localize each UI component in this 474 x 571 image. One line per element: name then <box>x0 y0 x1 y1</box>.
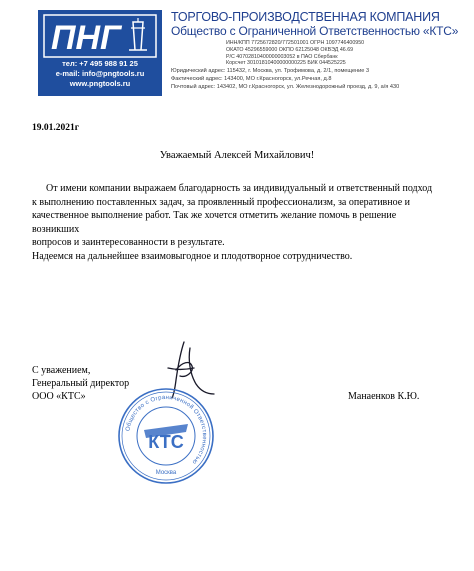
letter-body <box>32 182 442 264</box>
reg-line: ОКАТО 45296559000 ОКПО 62125048 ОКВЭД 46.69 <box>226 46 354 53</box>
body-line: От имени компании выражаем благодарность за индивидуальный и ответственный подход <box>46 183 433 194</box>
stamp-city: Москва <box>155 470 177 476</box>
address-line: Почтовый адрес: 143402, МО г.Красногорск, ул. Железнодорожный проезд, д. 9, а/я 430 <box>171 83 400 90</box>
png-logo-icon <box>43 14 157 58</box>
reg-line: Р/С 40702810400000003052 в ПАО Сбербанк <box>226 53 338 60</box>
closing-line: Надеемся на дальнейшее взаимовыгодное и плодотворное сотрудничество. <box>32 250 353 262</box>
signer-org: ООО «КТС» <box>32 391 86 403</box>
logo-text: ПНГ <box>51 19 121 57</box>
reg-line: ИНН/КПП 7725672820/772501001 ОГРН 1097746400950 <box>226 40 365 46</box>
company-stamp <box>116 386 216 486</box>
address-line: Юридический адрес: 115432, г. Москва, ул. Трофимова, д. 2/1, помещение 3 <box>171 68 370 75</box>
body-line: к выполнению поставленных задач, за проявленный профессионализм, за оперативное и <box>32 196 411 208</box>
salutation: Уважаемый Алексей Михайлович! <box>159 150 315 161</box>
body-line: вопросов и заинтересованности в результате. <box>32 237 225 249</box>
letterhead-details <box>171 10 471 92</box>
regards: С уважением, <box>32 365 91 376</box>
stamp-center-text: КТС <box>148 432 184 452</box>
reg-line: Корсчет 30101810400000000225 БИК 044525225 <box>226 60 346 67</box>
logo-site: www.pngtools.ru <box>69 79 131 88</box>
logo-phone: тел: +7 495 988 91 25 <box>62 59 138 68</box>
logo-email: e-mail: info@pngtools.ru <box>55 69 145 78</box>
signature-block <box>32 364 129 404</box>
company-logo <box>38 10 162 96</box>
company-name-line2: Общество с Ограниченной Ответственностью «КТС» <box>171 24 459 38</box>
signer-position: Генеральный директор <box>32 378 130 390</box>
signer-name: Манаенков К.Ю. <box>348 391 420 402</box>
company-name-line1: ТОРГОВО-ПРОИЗВОДСТВЕННАЯ КОМПАНИЯ <box>171 10 440 24</box>
registration-details <box>226 40 471 67</box>
addresses <box>171 68 471 91</box>
body-line: качественное выполнение работ. Так же хочется отметить желание помочь в решение возникших <box>32 210 397 235</box>
address-line: Фактический адрес: 143400, МО г.Красногорск, ул.Речная, д.8 <box>171 75 332 82</box>
stamp-ring-text: Общество с Ограниченной Ответственностью <box>125 394 208 466</box>
letter-date: 19.01.2021г <box>32 123 80 133</box>
